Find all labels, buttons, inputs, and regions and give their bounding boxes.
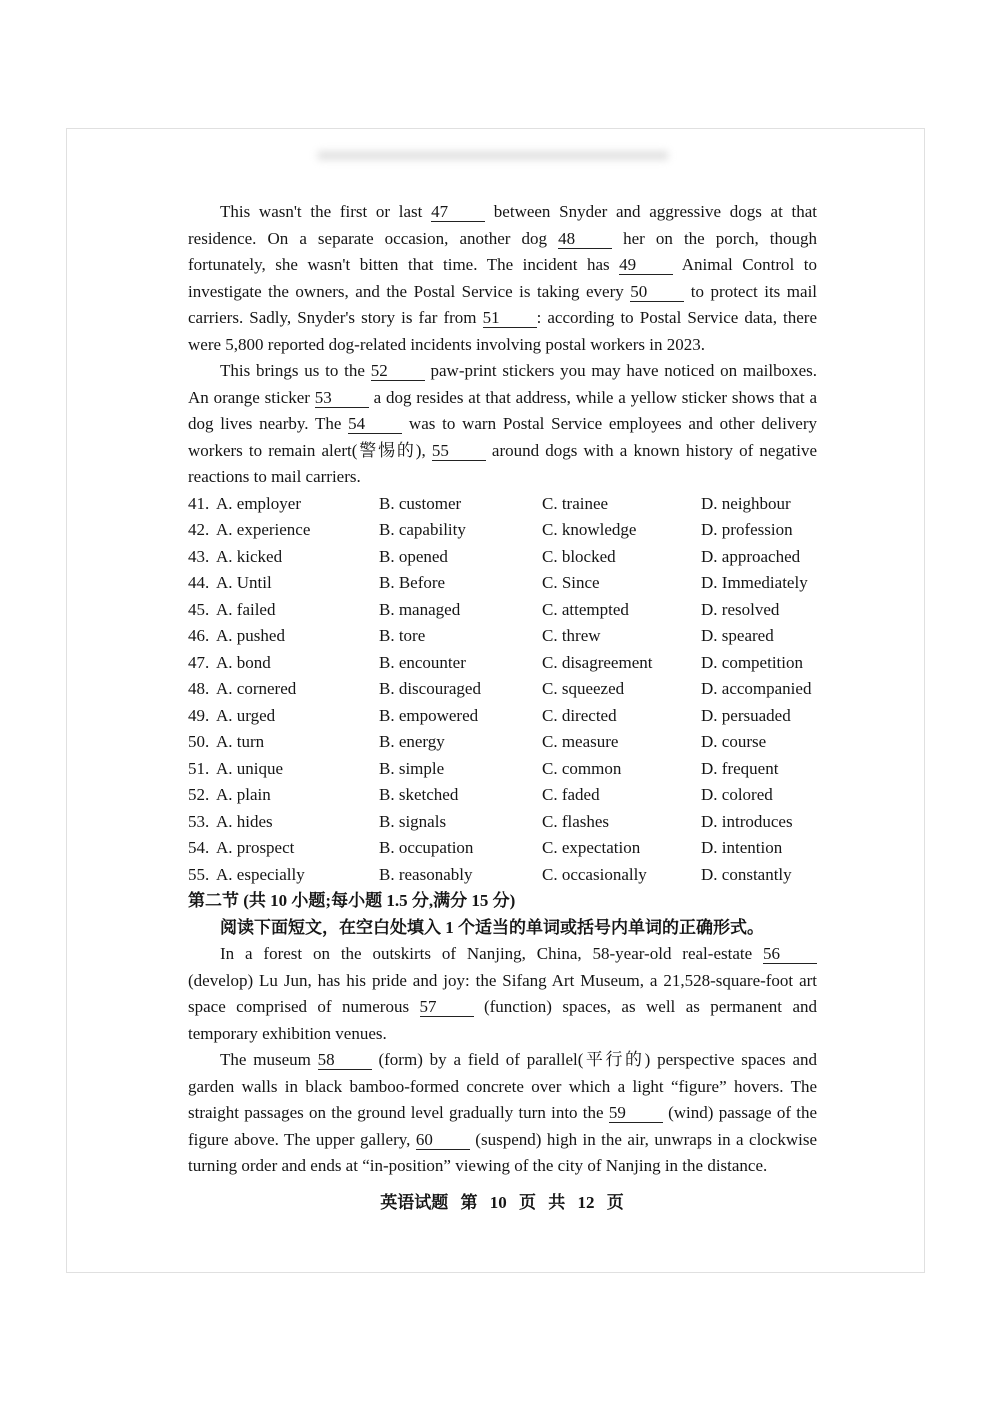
line-text: (function) spaces, as well as permanent and — [483, 997, 818, 1016]
option-b: B. empowered — [379, 705, 479, 725]
option-a: A. pushed — [216, 626, 285, 645]
option-d: D. competition — [701, 652, 803, 672]
option-row-53 — [188, 809, 817, 836]
question-number: 55. — [188, 864, 210, 884]
question-number: 41. — [188, 493, 210, 513]
passage-line — [188, 464, 817, 491]
passage-line — [188, 411, 817, 438]
option-row-50 — [188, 729, 817, 756]
option-row-46 — [188, 623, 817, 650]
blank-55: 55 — [432, 441, 486, 461]
option-row-41 — [188, 491, 817, 518]
option-row-43 — [188, 544, 817, 571]
option-row-47 — [188, 650, 817, 677]
option-b: B. managed — [379, 599, 461, 619]
option-a: A. hides — [216, 811, 273, 831]
question-number: 42. — [188, 520, 210, 539]
option-row-55 — [188, 862, 817, 889]
passage-line — [188, 1127, 817, 1154]
passage-line — [188, 226, 817, 253]
blank-47: 47 — [431, 202, 485, 222]
option-c: C. attempted — [542, 599, 629, 619]
line-text: turning order and ends at “in-position” viewing of the city of Nanjing in the distance. — [188, 1156, 768, 1175]
line-text: temporary exhibition venues. — [188, 1023, 387, 1043]
option-c: C. measure — [542, 732, 619, 751]
option-d: D. resolved — [701, 599, 780, 619]
option-c: C. flashes — [542, 811, 610, 831]
option-a: A. employer — [216, 493, 301, 513]
option-a: A. Until — [216, 573, 272, 592]
option-b: B. customer — [379, 493, 462, 513]
option-a: A. cornered — [216, 679, 297, 698]
section-title: 第二节 — [188, 891, 239, 910]
passage-line — [188, 1100, 817, 1127]
line-text: to protect its mail — [690, 281, 818, 301]
option-d: D. constantly — [701, 864, 792, 884]
option-b: B. energy — [379, 732, 445, 751]
question-number: 53. — [188, 811, 210, 831]
blank-48: 48 — [558, 229, 612, 249]
line-text: dog lives nearby. The — [188, 414, 342, 433]
option-c: C. blocked — [542, 546, 616, 566]
option-row-45 — [188, 597, 817, 624]
option-a: A. plain — [216, 785, 271, 804]
option-c: C. expectation — [542, 838, 641, 857]
page-footer — [0, 1190, 992, 1216]
line-text: reactions to mail carriers. — [188, 467, 361, 486]
line-text: investigate the owners, and the Postal Service is taking every — [188, 281, 624, 301]
passage-line — [188, 941, 817, 968]
option-b: B. tore — [379, 626, 426, 645]
passage-line — [188, 332, 817, 359]
passage-line — [188, 438, 817, 465]
line-text: space comprised of numerous — [188, 997, 410, 1016]
option-b: B. sketched — [379, 785, 459, 804]
line-text: were 5,800 reported dog-related incidents involving postal workers in 2023. — [188, 334, 705, 354]
question-number: 44. — [188, 573, 210, 592]
option-d: D. profession — [701, 520, 793, 539]
option-c: C. squeezed — [542, 679, 625, 698]
line-text: (suspend) high in the air, unwraps in a clockwise — [475, 1129, 818, 1149]
blank-49: 49 — [619, 255, 673, 275]
line-text: her on the porch, though — [623, 228, 818, 248]
question-number: 45. — [188, 599, 210, 619]
option-c: C. disagreement — [542, 652, 653, 672]
option-row-51 — [188, 756, 817, 783]
passage-line — [188, 1074, 817, 1101]
option-d: D. persuaded — [701, 705, 791, 725]
option-row-49 — [188, 703, 817, 730]
option-b: B. opened — [379, 546, 448, 566]
line-text: (form) by a field of parallel(平行的) perspective spaces and — [378, 1050, 818, 1069]
blank-50: 50 — [630, 282, 684, 302]
line-text: carriers. Sadly, Snyder's story is far from — [188, 308, 477, 327]
line-text: around dogs with a known history of negative — [491, 440, 818, 460]
question-number: 48. — [188, 679, 210, 698]
option-c: C. Since — [542, 573, 600, 592]
line-text: The museum — [220, 1050, 311, 1069]
line-text: Animal Control to — [681, 255, 818, 274]
passage-line — [188, 279, 817, 306]
option-a: A. bond — [216, 652, 271, 672]
line-text: a dog resides at that address, while a yellow sticker shows that a — [373, 387, 818, 407]
line-text: This wasn't the first or last — [220, 202, 423, 221]
section-heading — [188, 888, 817, 915]
line-text: figure above. The upper gallery, — [188, 1129, 411, 1149]
option-c: C. faded — [542, 785, 600, 804]
line-text: straight passages on the ground level gradually turn into the — [188, 1103, 604, 1122]
line-text: was to warn Postal Service employees and other delivery — [408, 414, 818, 433]
option-d: D. Immediately — [701, 573, 808, 592]
option-row-54 — [188, 835, 817, 862]
option-row-42 — [188, 517, 817, 544]
option-a: A. especially — [216, 864, 305, 884]
option-d: D. introduces — [701, 811, 793, 831]
option-d: D. accompanied — [701, 679, 812, 698]
question-number: 54. — [188, 838, 210, 857]
option-row-48 — [188, 676, 817, 703]
line-text: workers to remain alert(警惕的), — [188, 440, 426, 460]
option-b: B. occupation — [379, 838, 474, 857]
option-row-52 — [188, 782, 817, 809]
blank-53: 53 — [315, 388, 369, 408]
line-text: In a forest on the outskirts of Nanjing, China, 58-year-old real-estate — [220, 944, 753, 963]
section-instruction: 阅读下面短文，在空白处填入 1 个适当的单词或括号内单词的正确形式。 — [220, 917, 764, 937]
option-a: A. unique — [216, 758, 284, 778]
option-d: D. speared — [701, 626, 774, 645]
line-text: An orange sticker — [188, 387, 310, 407]
option-c: C. trainee — [542, 493, 609, 513]
question-number: 52. — [188, 785, 210, 804]
option-a: A. failed — [216, 599, 276, 619]
passage-line — [188, 252, 817, 279]
option-d: D. neighbour — [701, 493, 791, 513]
blank-59: 59 — [609, 1103, 663, 1123]
blank-52: 52 — [371, 361, 425, 381]
option-c: C. knowledge — [542, 520, 637, 539]
passage-line — [188, 1021, 817, 1048]
exam-content — [188, 199, 817, 1180]
line-text: garden walls in black bamboo-formed concrete over which a light “figure” hovers. The — [188, 1076, 817, 1096]
blank-57: 57 — [420, 997, 474, 1017]
blank-56: 56 — [763, 944, 817, 964]
scan-smudge — [318, 151, 668, 160]
option-row-44 — [188, 570, 817, 597]
question-number: 43. — [188, 546, 210, 566]
passage-line — [188, 994, 817, 1021]
option-a: A. urged — [216, 705, 276, 725]
option-d: D. frequent — [701, 758, 779, 778]
line-text: : according to Postal Service data, there — [536, 308, 817, 327]
option-a: A. experience — [216, 520, 311, 539]
passage-line — [188, 1153, 817, 1180]
option-b: B. Before — [379, 573, 446, 592]
line-text: (develop) Lu Jun, has his pride and joy: the Sifang Art Museum, a 21,528-square-foot art — [188, 970, 817, 990]
option-c: C. directed — [542, 705, 617, 725]
option-d: D. intention — [701, 838, 783, 857]
option-d: D. approached — [701, 546, 801, 566]
question-number: 46. — [188, 626, 210, 645]
option-d: D. course — [701, 732, 767, 751]
footer-total: 共 12 页 — [548, 1193, 624, 1212]
option-c: C. common — [542, 758, 622, 778]
passage-line — [188, 358, 817, 385]
question-number: 47. — [188, 652, 210, 672]
line-text: residence. On a separate occasion, another dog — [188, 228, 547, 248]
option-c: C. occasionally — [542, 864, 647, 884]
section-scoring: (共 10 小题;每小题 1.5 分,满分 15 分) — [243, 891, 516, 910]
footer-page: 第 10 页 — [460, 1193, 536, 1212]
line-text: fortunately, she wasn't bitten that time. The incident has — [188, 255, 610, 274]
footer-subject: 英语试题 — [380, 1193, 449, 1212]
option-c: C. threw — [542, 626, 601, 645]
line-text: (wind) passage of the — [668, 1103, 818, 1122]
question-number: 51. — [188, 758, 210, 778]
blank-60: 60 — [416, 1130, 470, 1150]
line-text: This brings us to the — [220, 361, 365, 380]
option-a: A. prospect — [216, 838, 295, 857]
question-number: 50. — [188, 732, 210, 751]
option-a: A. kicked — [216, 546, 283, 566]
blank-51: 51 — [483, 308, 537, 328]
option-b: B. reasonably — [379, 864, 473, 884]
option-b: B. signals — [379, 811, 447, 831]
passage-line — [188, 199, 817, 226]
option-d: D. colored — [701, 785, 773, 804]
blank-58: 58 — [318, 1050, 372, 1070]
passage-line — [188, 968, 817, 995]
option-b: B. capability — [379, 520, 466, 539]
option-b: B. encounter — [379, 652, 466, 672]
blank-54: 54 — [348, 414, 402, 434]
option-b: B. simple — [379, 758, 445, 778]
line-text: between Snyder and aggressive dogs at that — [493, 202, 817, 221]
passage-line — [188, 1047, 817, 1074]
passage-line — [188, 385, 817, 412]
passage-line — [188, 305, 817, 332]
option-b: B. discouraged — [379, 679, 481, 698]
option-a: A. turn — [216, 732, 265, 751]
line-text: paw-print stickers you may have noticed on mailboxes. — [430, 361, 818, 380]
question-number: 49. — [188, 705, 210, 725]
